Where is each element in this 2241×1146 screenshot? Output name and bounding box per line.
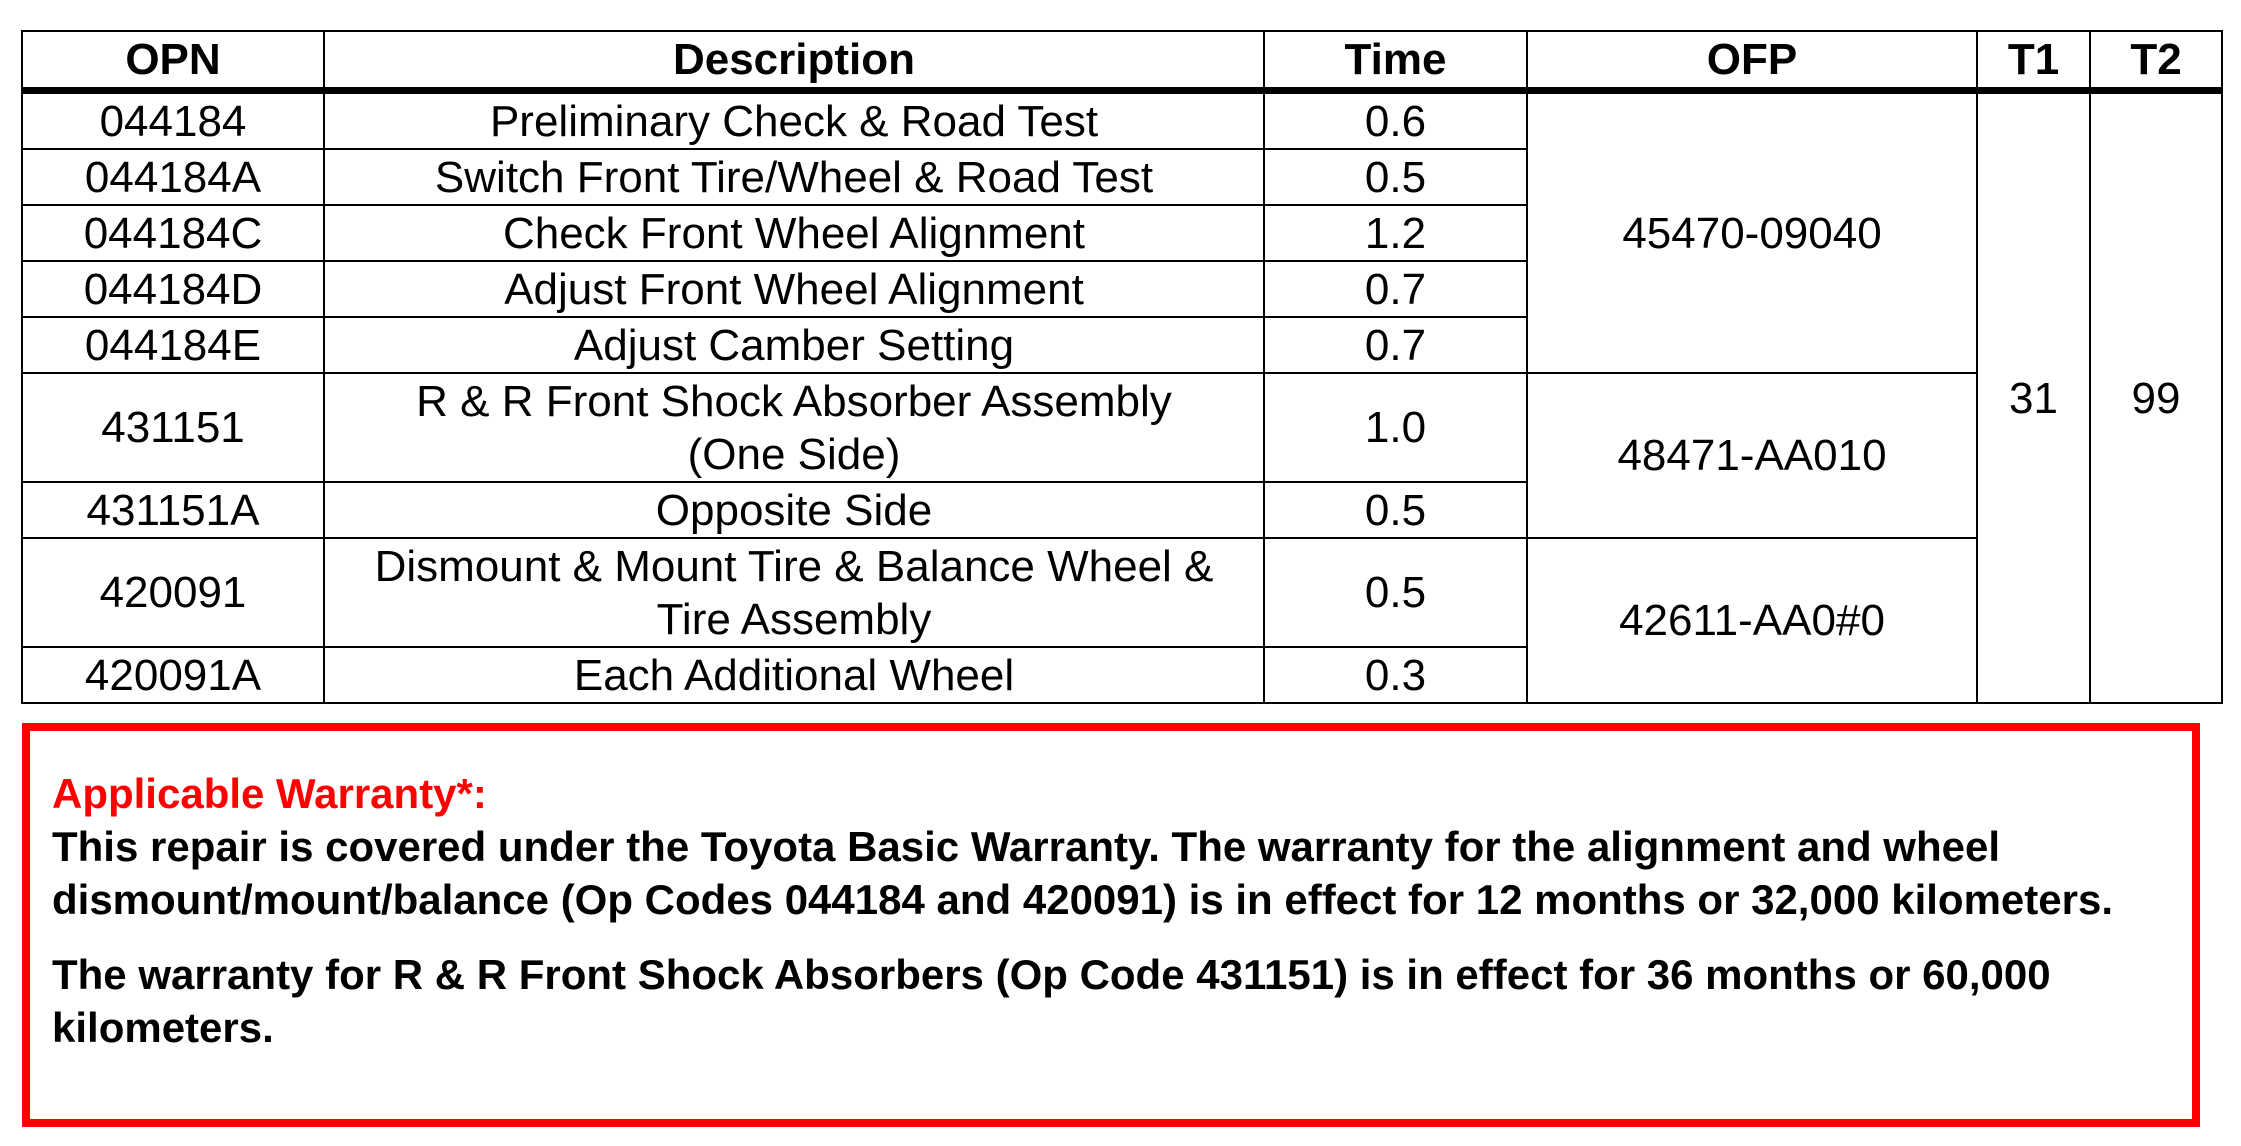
header-opn: OPN (22, 31, 324, 91)
opn-cell: 431151A (22, 482, 324, 538)
description-cell (324, 373, 1264, 482)
description-cell (324, 149, 1264, 205)
time-cell: 0.7 (1264, 261, 1527, 317)
time-cell: 0.5 (1264, 538, 1527, 647)
warranty-paragraph-basic: This repair is covered under the Toyota Basic Warranty. The warranty for the alignment and wheel dismount/mount/balance (Op Codes 044184 and 420091) is in effect for 12 months or 32,000 kilometers. (52, 823, 2113, 923)
opn-cell: 420091A (22, 647, 324, 703)
time-cell: 0.5 (1264, 149, 1527, 205)
description-cell (324, 261, 1264, 317)
description-line: Tire Assembly (656, 594, 932, 644)
description-line: (One Side) (687, 429, 901, 479)
time-cell: 1.2 (1264, 205, 1527, 261)
header-ofp: OFP (1527, 31, 1977, 91)
table-row (22, 538, 2222, 647)
warranty-paragraph-shock: The warranty for R & R Front Shock Absorbers (Op Code 431151) is in effect for 36 months or 60,000 kilometers. (52, 951, 2051, 1051)
time-cell: 0.3 (1264, 647, 1527, 703)
description-line: Switch Front Tire/Wheel & Road Test (434, 152, 1154, 202)
table-row (22, 91, 2222, 150)
time-cell: 1.0 (1264, 373, 1527, 482)
description-cell (324, 205, 1264, 261)
opn-cell: 044184C (22, 205, 324, 261)
description-line: Dismount & Mount Tire & Balance Wheel & (374, 541, 1214, 591)
labor-operations-table (21, 30, 2223, 704)
description-line: Check Front Wheel Alignment (502, 208, 1086, 258)
time-cell: 0.6 (1264, 91, 1527, 150)
header-t2: T2 (2090, 31, 2222, 91)
description-cell (324, 647, 1264, 703)
time-cell: 0.5 (1264, 482, 1527, 538)
ofp-cell: 42611-AA0#0 (1527, 538, 1977, 703)
warranty-notice-box (22, 723, 2200, 1127)
description-line: R & R Front Shock Absorber Assembly (416, 376, 1172, 426)
opn-cell: 044184 (22, 91, 324, 150)
header-description: Description (324, 31, 1264, 91)
description-cell (324, 317, 1264, 373)
description-cell (324, 482, 1264, 538)
header-t1: T1 (1977, 31, 2090, 91)
table-row (22, 373, 2222, 482)
table-header-row (22, 31, 2222, 91)
description-line: Preliminary Check & Road Test (489, 96, 1099, 146)
opn-cell: 420091 (22, 538, 324, 647)
opn-cell: 044184D (22, 261, 324, 317)
opn-cell: 431151 (22, 373, 324, 482)
ofp-cell: 48471-AA010 (1527, 373, 1977, 538)
description-line: Opposite Side (655, 485, 933, 535)
t2-cell: 99 (2090, 91, 2222, 704)
warranty-heading: Applicable Warranty*: (52, 770, 487, 817)
opn-cell: 044184A (22, 149, 324, 205)
description-cell (324, 91, 1264, 150)
description-line: Adjust Front Wheel Alignment (504, 264, 1084, 314)
description-line: Adjust Camber Setting (573, 320, 1015, 370)
description-line: Each Additional Wheel (573, 650, 1015, 700)
ofp-cell: 45470-09040 (1527, 91, 1977, 374)
description-cell (324, 538, 1264, 647)
opn-cell: 044184E (22, 317, 324, 373)
time-cell: 0.7 (1264, 317, 1527, 373)
t1-cell: 31 (1977, 91, 2090, 704)
header-time: Time (1264, 31, 1527, 91)
